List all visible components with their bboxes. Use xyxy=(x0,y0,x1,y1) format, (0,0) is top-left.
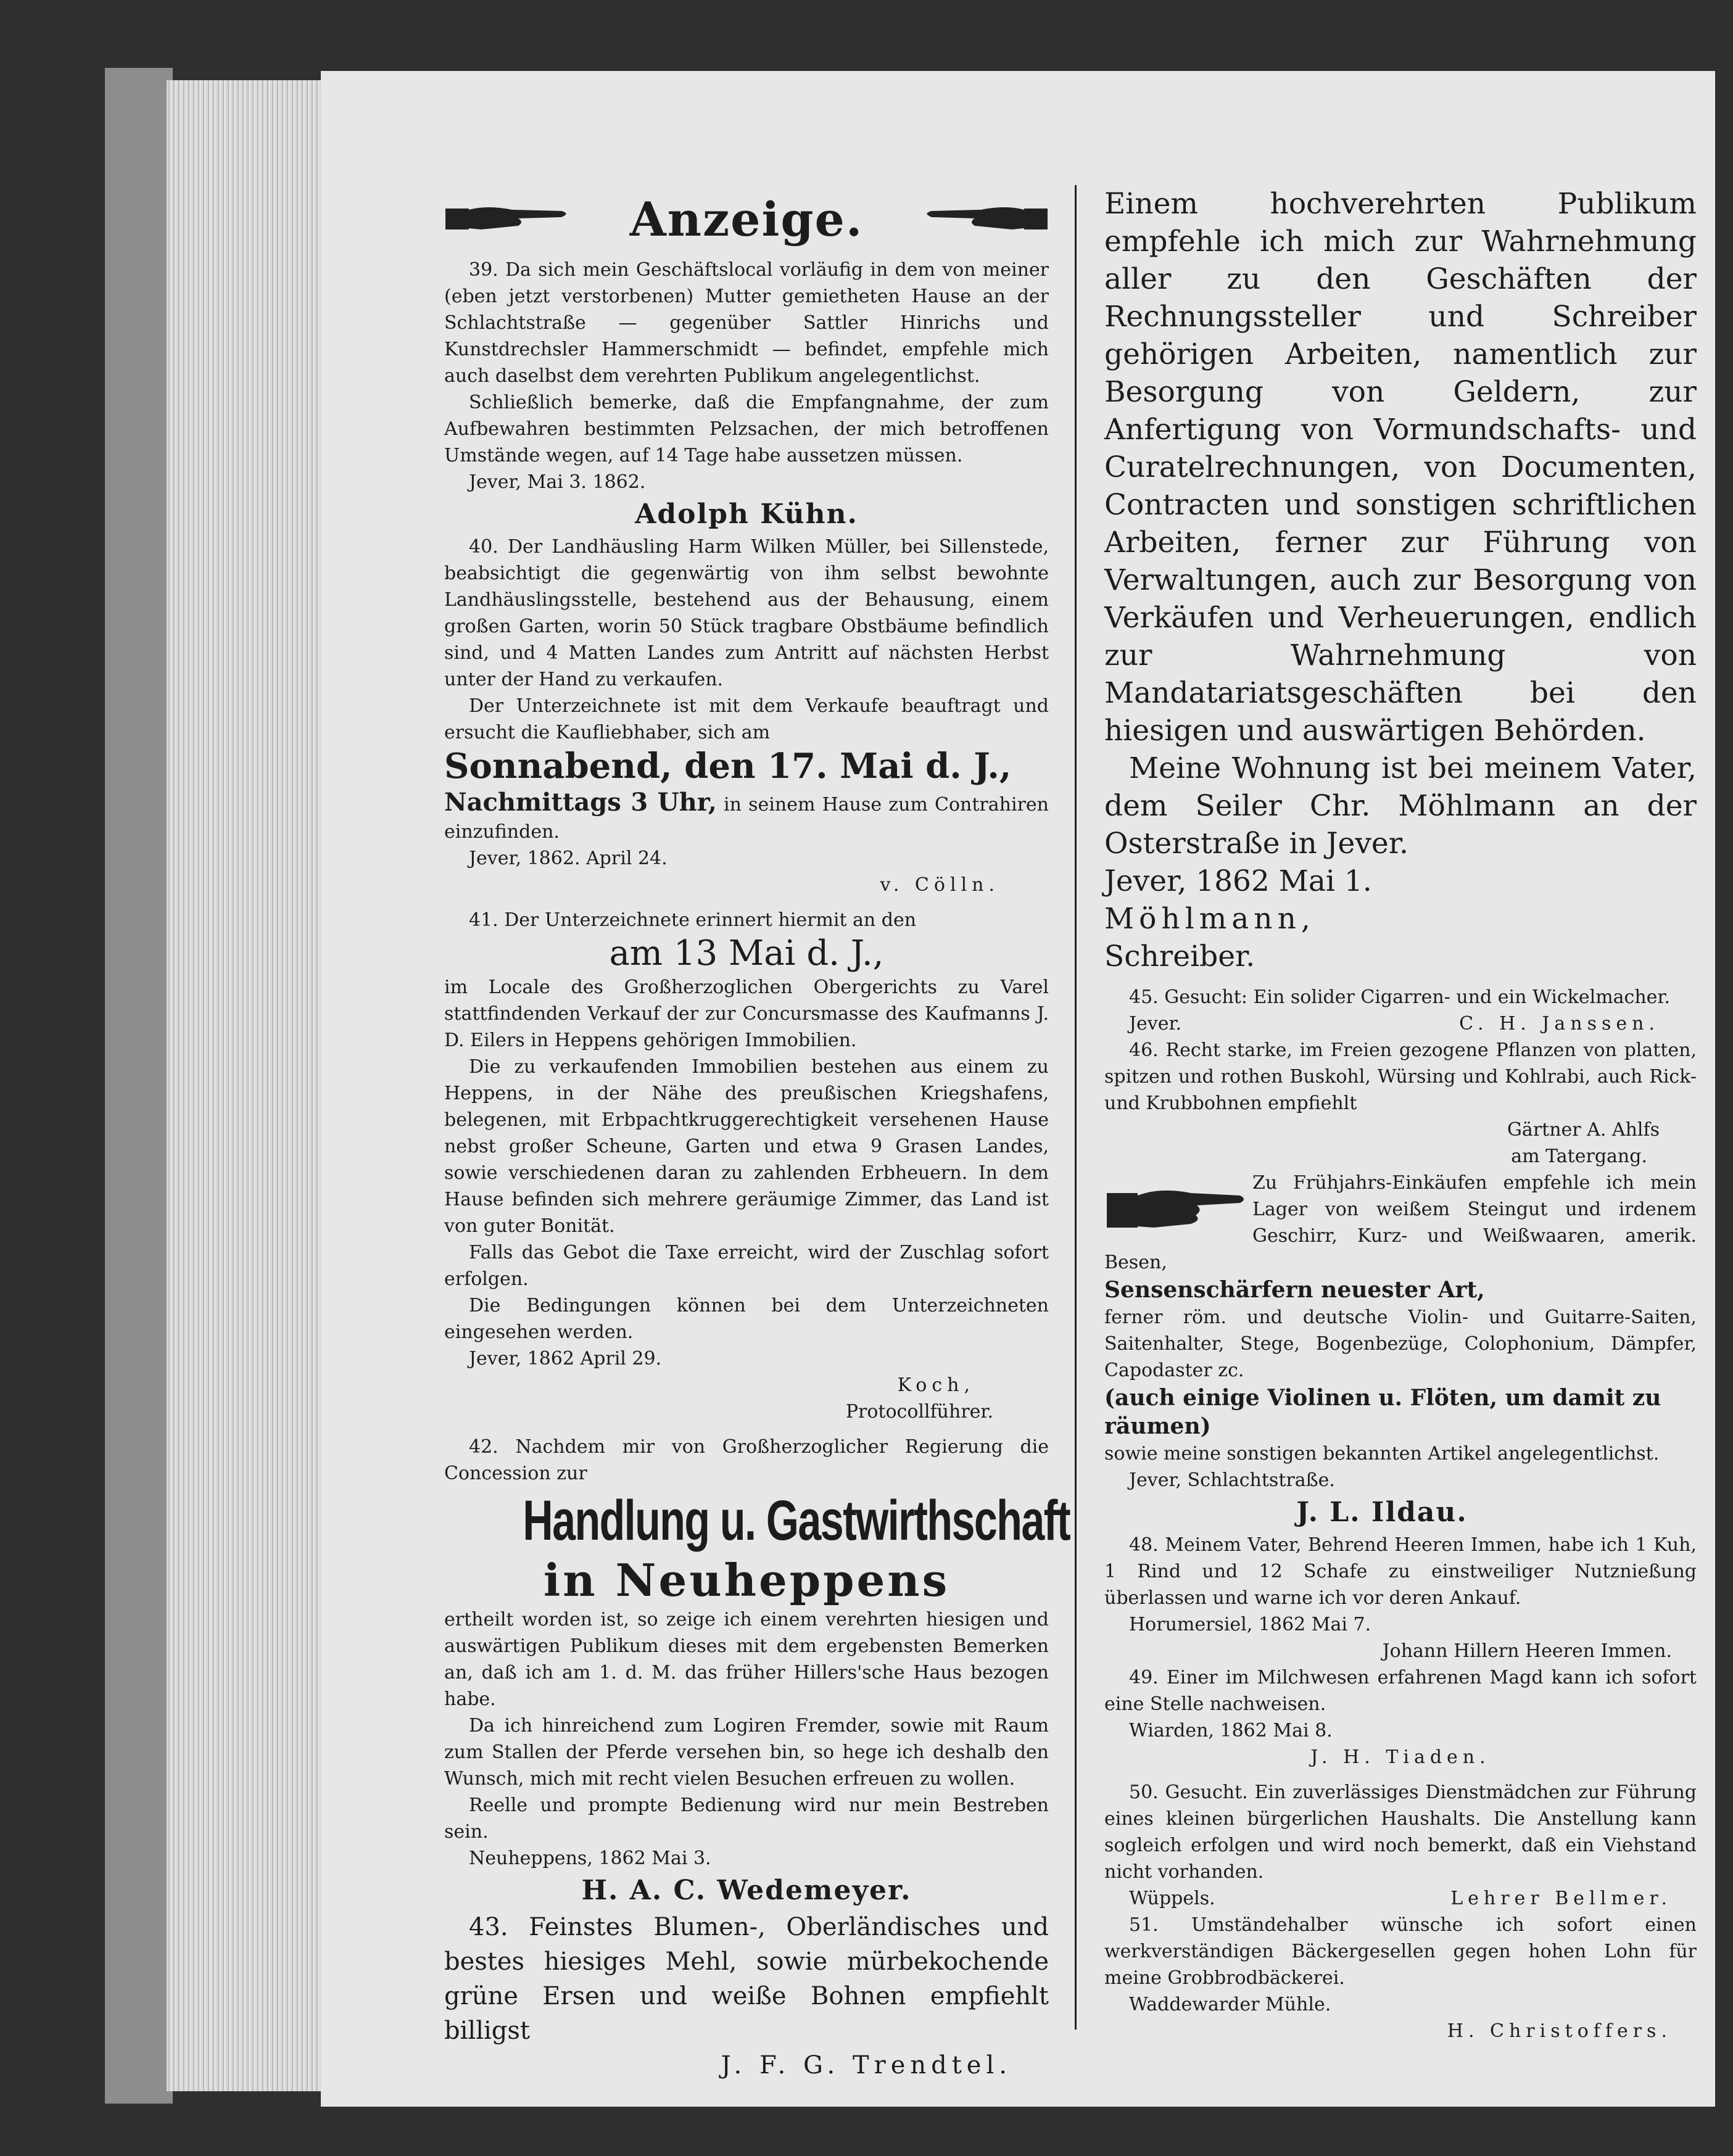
ad-41-text2: im Locale des Großherzoglichen Obergerichts zu Varel stattfindenden Verkauf der zur Concursmasse des Kaufmanns J. D. Eilers in Heppens gehörigen Immobilien. xyxy=(444,977,1049,1051)
ad-50-signature: Lehrer Bellmer. xyxy=(1450,1888,1672,1909)
ad-40-text2: Der Unterzeichnete ist mit dem Verkaufe beauftragt und ersucht die Kaufliebhaber, sich am xyxy=(444,695,1049,743)
ad-48-signature: Johann Hillern Heeren Immen. xyxy=(1382,1640,1672,1662)
ad-47-place: Jever, Schlachtstraße. xyxy=(1129,1469,1335,1491)
ad-39-text: 39. Da sich mein Geschäftslocal vorläufig in dem von meiner (eben jetzt verstorbenen) Mutter gemietheten Hause an der Schlachtstraße — gegenüber Sattler Hinrichs und Kunstdrechsler Hammerschmidt — befindet, empfehle mich auch daselbst dem verehrten Publikum angelegentlichst. xyxy=(444,259,1049,387)
ad-47-bold1: Sensenschärfern neuester Art, xyxy=(1104,1277,1485,1303)
ad-46-role: am Tatergang. xyxy=(1511,1146,1647,1167)
ad-40-time: Nachmittags 3 Uhr, xyxy=(444,788,717,817)
ad-45-signature: C. H. Janssen. xyxy=(1459,1013,1660,1035)
ad-42-text3: Da ich hinreichend zum Logiren Fremder, sowie mit Raum zum Stallen der Pferde versehen bin, so hege ich deshalb den Wunsch, mich mit recht vielen Besuchen erfreuen zu wollen. xyxy=(444,1715,1049,1790)
ad-41-signature: Koch, xyxy=(897,1374,975,1396)
ad-40-text3: in seinem Hause zum Contrahiren einzufinden. xyxy=(444,794,1049,843)
ad-41-place: Jever, 1862 April 29. xyxy=(469,1348,662,1369)
ad-42-text: 42. Nachdem mir von Großherzoglicher Regierung die Concession zur xyxy=(444,1436,1049,1484)
ad-41-date: am 13 Mai d. J., xyxy=(609,933,884,973)
ad-48-place: Horumersiel, 1862 Mai 7. xyxy=(1129,1614,1371,1635)
anzeige-header xyxy=(444,185,1049,253)
pointing-hand-right-icon xyxy=(444,197,574,241)
ad-49-text: 49. Einer im Milchwesen erfahrenen Magd kann ich sofort eine Stelle nachweisen. xyxy=(1104,1667,1697,1715)
ad-47-text2: ferner röm. und deutsche Violin- und Guitarre-Saiten, Saitenhalter, Stege, Bogenbezüge, Colophonium, Dämpfer, Capodaster zc. xyxy=(1104,1307,1697,1381)
ad-47 xyxy=(1104,1170,1697,1532)
ad-47-signature: J. L. Ildau. xyxy=(1296,1497,1468,1528)
ad-42-headline2: in Neuheppens xyxy=(543,1554,950,1606)
ad-43-signature: J. F. G. Trendtel. xyxy=(721,2051,1012,2080)
ad-40-place: Jever, 1862. April 24. xyxy=(469,848,668,869)
ad-51-text: 51. Umständehalber wünsche ich sofort einen werkverständigen Bäckergesellen gegen hohen Lohn für meine Grobbrodbäckerei. xyxy=(1104,1914,1697,1989)
ad-51-signature: H. Christoffers. xyxy=(1447,2020,1672,2042)
book-binding xyxy=(105,68,173,2104)
left-column xyxy=(444,185,1070,2083)
ad-45-text: 45. Gesucht: Ein solider Cigarren- und ein Wickelmacher. xyxy=(1129,986,1671,1008)
ad-40-signature: v. Cölln. xyxy=(880,874,999,896)
ad-45-place: Jever. xyxy=(1129,1013,1182,1035)
ad-46-signature: Gärtner A. Ahlfs xyxy=(1507,1119,1660,1141)
ad-39-signature: Adolph Kühn. xyxy=(635,498,858,530)
ad-41-text3: Die zu verkaufenden Immobilien bestehen aus einem zu Heppens, in der Nähe des preußischen Kriegshafens, belegenen, mit Erbpachtkruggerechtigkeit versehenen Hause nebst großer Scheune, Garten und etwa 9 Grasen Landes, sowie verschiedenen daran zu zahlenden Erbheuern. In dem Hause befinden sich mehrere geräumige Zimmer, das Land ist von guter Bonität. xyxy=(444,1056,1049,1237)
ad-41-role: Protocollführer. xyxy=(845,1401,993,1423)
ad-51-place: Waddewarder Mühle. xyxy=(1129,1994,1331,2015)
ad-50-text: 50. Gesucht. Ein zuverlässiges Dienstmädchen zur Führung eines kleinen bürgerlichen Haushalts. Die Anstellung kann sogleich erfolgen und wird noch bemerkt, daß ein Viehstand nicht vorhanden. xyxy=(1104,1782,1697,1883)
ad-48-text: 48. Meinem Vater, Behrend Heeren Immen, habe ich 1 Kuh, 1 Rind und 12 Schafe zu einstweiliger Nutznießung überlassen und warne ich vor deren Ankauf. xyxy=(1104,1534,1697,1609)
ad-40-text: 40. Der Landhäusling Harm Wilken Müller, bei Sillenstede, beabsichtigt die gegenwärtig von ihm selbst bewohnte Landhäuslingsstelle, bestehend aus der Behausung, einem großen Garten, worin 50 Stück tragbare Obstbäume befindlich sind, und 4 Matten Landes zum Antritt auf nächsten Herbst unter der Hand zu verkaufen. xyxy=(444,536,1049,690)
ad-40-date: Sonnabend, den 17. Mai d. J., xyxy=(444,746,1012,787)
ad-42-text4: Reelle und prompte Bedienung wird nur mein Bestreben sein. xyxy=(444,1795,1049,1843)
ad-39-place: Jever, Mai 3. 1862. xyxy=(469,471,646,493)
ad-46-text: 46. Recht starke, im Freien gezogene Pflanzen von platten, spitzen und rothen Buskohl, Würsing und Kohlrabi, auch Rick- und Krubbohnen empfiehlt xyxy=(1104,1039,1697,1114)
ad-42-signature: H. A. C. Wedemeyer. xyxy=(581,1875,912,1906)
ad-49-signature: J. H. Tiaden. xyxy=(1310,1746,1491,1768)
ad-41-text: 41. Der Unterzeichnete erinnert hiermit an den xyxy=(469,909,917,931)
ad-44-signature: Möhlmann, xyxy=(1104,902,1315,936)
ad-41-text4: Falls das Gebot die Taxe erreicht, wird der Zuschlag sofort erfolgen. xyxy=(444,1242,1049,1290)
ad-43-text: 43. Feinstes Blumen-, Oberländisches und bestes hiesiges Mehl, sowie mürbekochende grüne Ersen und weiße Bohnen empfiehlt billigst xyxy=(444,1913,1049,2045)
pointing-hand-left-icon xyxy=(919,197,1049,241)
ad-50-place: Wüppels. xyxy=(1129,1888,1215,1909)
column-divider xyxy=(1075,185,1077,2030)
ad-47-bold2: (auch einige Violinen u. Flöten, um damit zu räumen) xyxy=(1104,1385,1661,1439)
ad-41-text5: Die Bedingungen können bei dem Unterzeichneten eingesehen werden. xyxy=(444,1295,1049,1343)
ad-44-text: Einem hochverehrten Publikum empfehle ich mich zur Wahrnehmung aller zu den Geschäften der Rechnungssteller und Schreiber gehörigen Arbeiten, namentlich zur Besorgung von Geldern, zur Anfertigung von Vormundschafts- und Curatelrechnungen, von Documenten, Contracten und sonstigen schriftlichen Arbeiten, ferner zur Führung von Verwaltungen, auch zur Besorgung von Verkäufen und Verheuerungen, endlich zur Wahrnehmung von Mandatariatsgeschäften bei den hiesigen und auswärtigen Behörden. xyxy=(1104,187,1697,748)
ad-47-text3: sowie meine sonstigen bekannten Artikel angelegentlichst. xyxy=(1104,1443,1660,1464)
ad-47-text: Zu Frühjahrs-Einkäufen empfehle ich mein Lager von weißem Steingut und irdenem Geschirr, Kurz- und Weißwaaren, amerik. Besen, xyxy=(1104,1172,1697,1273)
page-edges xyxy=(167,80,327,2091)
ad-49-place: Wiarden, 1862 Mai 8. xyxy=(1129,1720,1333,1741)
ad-44-text2: Meine Wohnung ist bei meinem Vater, dem Seiler Chr. Möhlmann an der Osterstraße in Jever. xyxy=(1104,751,1697,861)
ad-42-place: Neuheppens, 1862 Mai 3. xyxy=(469,1848,711,1869)
ad-42-headline: Handlung u. Gastwirthschaft xyxy=(523,1489,1070,1552)
ad-39-text2: Schließlich bemerke, daß die Empfangnahme, der zum Aufbewahren bestimmten Pelzsachen, der mich betroffenen Umstände wegen, auf 14 Tage habe aussetzen müssen. xyxy=(444,392,1049,466)
ad-44-role: Schreiber. xyxy=(1104,940,1255,973)
ad-42-text2: ertheilt worden ist, so zeige ich einem verehrten hiesigen und auswärtigen Publikum dieses mit dem ergebensten Bemerken an, daß ich am 1. d. M. das früher Hillers'sche Haus bezogen habe. xyxy=(444,1609,1049,1710)
page-title: Anzeige. xyxy=(629,191,864,247)
ad-44-place: Jever, 1862 Mai 1. xyxy=(1104,864,1372,898)
right-column xyxy=(1104,185,1697,2044)
pointing-hand-icon xyxy=(1104,1175,1246,1242)
